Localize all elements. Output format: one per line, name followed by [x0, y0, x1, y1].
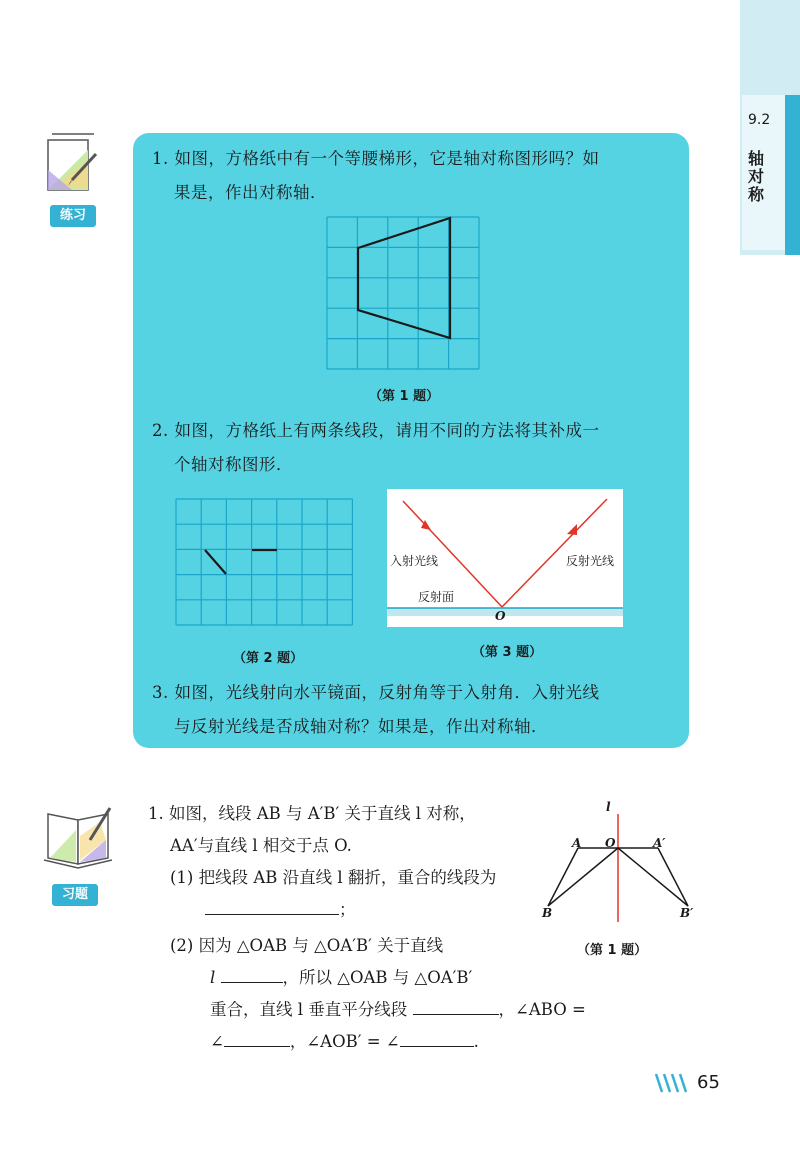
answer-blank[interactable]: [221, 964, 283, 983]
answer-blank[interactable]: [413, 996, 499, 1015]
point-o-label: O: [495, 609, 506, 623]
problem-1-sub-2-line-2: l ，所以 △OAB 与 △OA′B′: [210, 958, 472, 998]
question-2-line-2: 个轴对称图形．: [174, 455, 293, 474]
page-stripes-icon: [652, 1072, 694, 1094]
chapter-tab-bar: [785, 95, 800, 255]
section-title: 轴对称: [747, 149, 764, 204]
section-number: 9.2: [748, 112, 771, 128]
exercise-figure-1: [538, 800, 698, 930]
label-l: l: [606, 800, 611, 814]
page-number: 65: [697, 1072, 720, 1093]
problem-1-line-2: AA′与直线 l 相交于点 O.: [170, 836, 352, 855]
figure-1-caption: （第 1 题）: [369, 389, 440, 404]
incident-ray-label: 入射光线: [390, 554, 439, 568]
question-3-line-1: 3. 如图，光线射向水平镜面，反射角等于入射角．入射光线: [152, 683, 600, 702]
question-1-line-1: 1. 如图，方格纸中有一个等腰梯形，它是轴对称图形吗？如: [152, 149, 600, 168]
label-a-prime: A′: [653, 836, 666, 850]
answer-blank[interactable]: [205, 896, 339, 915]
answer-blank[interactable]: [400, 1028, 474, 1047]
problem-1-sub-1: (1) 把线段 AB 沿直线 l 翻折，重合的线段为: [170, 868, 497, 887]
mirror-surface-label: 反射面: [418, 590, 455, 604]
label-b: B: [542, 906, 553, 920]
problem-1-sub-2-line-3: 重合，直线 l 垂直平分线段 ，∠ABO =: [210, 990, 586, 1030]
exercise-badge: 习题: [52, 884, 98, 906]
figure-1-grid: [326, 216, 482, 372]
question-3-line-2: 与反射光线是否成轴对称？如果是，作出对称轴．: [174, 717, 548, 736]
question-1-line-2: 果是，作出对称轴．: [174, 183, 327, 202]
label-o: O: [605, 836, 616, 850]
exercise-figure-caption: （第 1 题）: [577, 943, 648, 958]
figure-2-grid: [175, 498, 355, 628]
open-book-icon: [40, 800, 116, 870]
figure-2-caption: （第 2 题）: [233, 651, 304, 666]
problem-1-sub-2-line-4: ∠ ，∠AOB′ = ∠ .: [210, 1022, 479, 1062]
reflected-ray-label: 反射光线: [566, 554, 615, 568]
problem-1-line-1: 1. 如图，线段 AB 与 A′B′ 关于直线 l 对称，: [148, 804, 476, 823]
answer-blank[interactable]: [224, 1028, 290, 1047]
label-b-prime: B′: [680, 906, 694, 920]
notebook-pencil-icon: [42, 130, 106, 196]
segment-1: [205, 550, 226, 574]
problem-1-sub-2: (2) 因为 △OAB 与 △OA′B′ 关于直线: [170, 936, 444, 955]
label-a: A: [572, 836, 582, 850]
figure-3-caption: （第 3 题）: [472, 645, 543, 660]
practice-badge: 练习: [50, 205, 96, 227]
question-2-line-1: 2. 如图，方格纸上有两条线段，请用不同的方法将其补成一: [152, 421, 600, 440]
problem-1-sub-1-answer: ；: [205, 890, 356, 930]
